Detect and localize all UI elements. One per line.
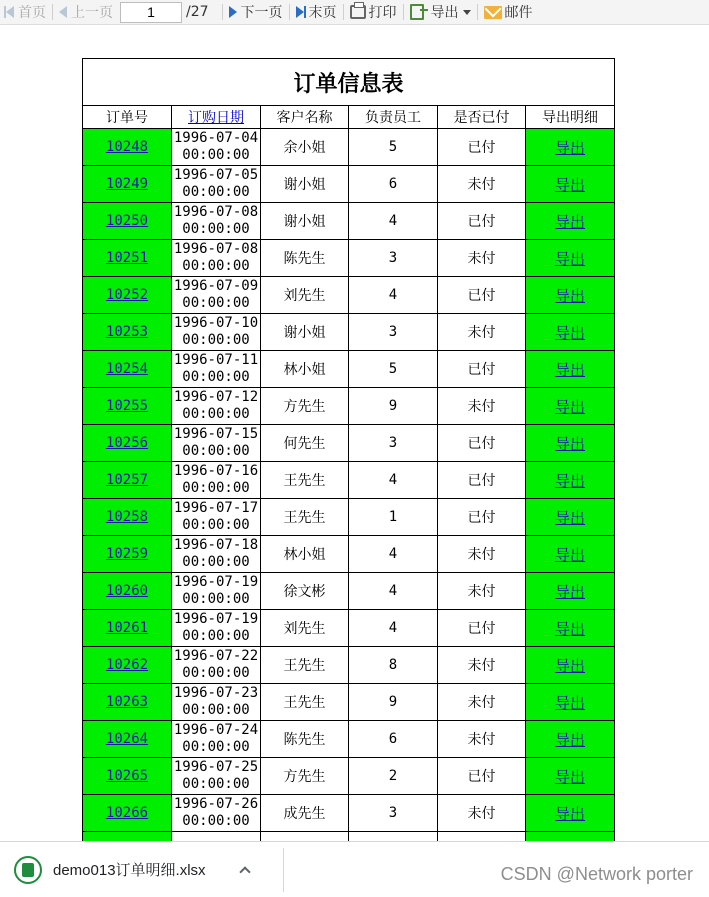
customer-cell: 林小姐 <box>261 536 349 573</box>
header-export-detail: 导出明细 <box>526 106 615 129</box>
order-id-cell <box>83 795 172 832</box>
first-page-label: 首页 <box>18 5 46 21</box>
header-customer: 客户名称 <box>261 106 349 129</box>
order-time: 00:00:00 <box>182 184 250 200</box>
paid-cell: 已付 <box>438 277 526 314</box>
header-order-date[interactable] <box>172 106 261 129</box>
order-id-link[interactable]: 10250 <box>105 213 149 229</box>
employee-cell: 4 <box>349 277 438 314</box>
order-date-cell <box>172 684 261 721</box>
printer-icon <box>350 5 366 19</box>
order-time: 00:00:00 <box>182 776 250 792</box>
paid-cell: 未付 <box>438 647 526 684</box>
order-id-link[interactable]: 10262 <box>105 657 149 673</box>
order-id-cell <box>83 684 172 721</box>
customer-cell: 方先生 <box>261 758 349 795</box>
table-row <box>83 610 615 647</box>
order-date: 1996-07-26 <box>173 796 259 812</box>
employee-cell: 9 <box>349 388 438 425</box>
export-cell <box>526 277 615 314</box>
export-cell <box>526 129 615 166</box>
first-page-arrow-icon <box>6 6 14 18</box>
table-row <box>83 536 615 573</box>
employee-cell: 9 <box>349 684 438 721</box>
order-date: 1996-07-17 <box>173 500 259 516</box>
customer-cell: 刘先生 <box>261 277 349 314</box>
order-time: 00:00:00 <box>182 591 250 607</box>
order-id-link[interactable]: 10258 <box>105 509 149 525</box>
paid-cell: 已付 <box>438 425 526 462</box>
download-divider <box>283 848 284 892</box>
sort-order-date-link[interactable]: 订购日期 <box>188 110 244 126</box>
employee-cell: 8 <box>349 647 438 684</box>
mail-button[interactable] <box>481 1 536 23</box>
order-time: 00:00:00 <box>182 739 250 755</box>
order-time: 00:00:00 <box>182 332 250 348</box>
paid-cell: 已付 <box>438 499 526 536</box>
export-detail-link[interactable]: 导出 <box>555 323 586 342</box>
prev-page-icon <box>59 6 67 18</box>
last-page-button[interactable] <box>293 1 340 23</box>
chevron-down-icon <box>463 10 471 15</box>
paid-cell: 未付 <box>438 166 526 203</box>
paid-cell: 已付 <box>438 351 526 388</box>
header-order-id: 订单号 <box>83 106 172 129</box>
export-detail-link[interactable]: 导出 <box>555 730 586 749</box>
export-cell <box>526 166 615 203</box>
order-date: 1996-07-19 <box>173 611 259 627</box>
order-date: 1996-07-16 <box>173 463 259 479</box>
employee-cell: 3 <box>349 240 438 277</box>
order-id-link[interactable]: 10256 <box>105 435 149 451</box>
customer-cell: 徐文彬 <box>261 573 349 610</box>
order-id-link[interactable]: 10253 <box>105 324 149 340</box>
order-id-link[interactable]: 10264 <box>105 731 149 747</box>
order-id-link[interactable]: 10257 <box>105 472 149 488</box>
employee-cell: 4 <box>349 610 438 647</box>
customer-cell: 刘先生 <box>261 610 349 647</box>
export-detail-link[interactable]: 导出 <box>555 360 586 379</box>
first-page-button[interactable] <box>0 1 49 23</box>
table-row <box>83 647 615 684</box>
order-date: 1996-07-08 <box>173 241 259 257</box>
export-cell <box>526 795 615 832</box>
table-row <box>83 573 615 610</box>
employee-cell: 3 <box>349 314 438 351</box>
order-id-link[interactable]: 10254 <box>105 361 149 377</box>
export-icon <box>410 4 424 20</box>
toolbar-divider <box>222 4 223 20</box>
order-date: 1996-07-19 <box>173 574 259 590</box>
order-date-cell <box>172 166 261 203</box>
table-row <box>83 795 615 832</box>
export-cell <box>526 462 615 499</box>
table-row <box>83 499 615 536</box>
export-cell <box>526 573 615 610</box>
order-date: 1996-07-12 <box>173 389 259 405</box>
next-page-label: 下一页 <box>240 5 283 21</box>
export-cell <box>526 610 615 647</box>
employee-cell: 3 <box>349 795 438 832</box>
table-row <box>83 462 615 499</box>
customer-cell: 陈先生 <box>261 721 349 758</box>
chevron-up-icon[interactable] <box>239 866 250 877</box>
employee-cell: 4 <box>349 573 438 610</box>
print-label: 打印 <box>368 5 397 21</box>
export-button[interactable] <box>407 1 474 23</box>
customer-cell: 王先生 <box>261 499 349 536</box>
order-date: 1996-07-10 <box>173 315 259 331</box>
order-id-link[interactable]: 10260 <box>105 583 149 599</box>
order-id-cell <box>83 647 172 684</box>
employee-cell: 4 <box>349 203 438 240</box>
table-row <box>83 758 615 795</box>
order-date: 1996-07-04 <box>173 130 259 146</box>
export-detail-link[interactable]: 导出 <box>555 767 586 786</box>
order-id-cell <box>83 721 172 758</box>
order-time: 00:00:00 <box>182 443 250 459</box>
order-id-cell <box>83 314 172 351</box>
export-detail-link[interactable]: 导出 <box>555 397 586 416</box>
order-id-cell <box>83 462 172 499</box>
paid-cell: 未付 <box>438 573 526 610</box>
order-date: 1996-07-08 <box>173 204 259 220</box>
export-detail-link[interactable]: 导出 <box>555 434 586 453</box>
order-id-link[interactable]: 10265 <box>105 768 149 784</box>
order-id-cell <box>83 277 172 314</box>
customer-cell: 王先生 <box>261 462 349 499</box>
toolbar-divider <box>289 4 290 20</box>
report-title: 订单信息表 <box>83 59 615 106</box>
page-number-input[interactable] <box>120 2 182 23</box>
order-date: 1996-07-05 <box>173 167 259 183</box>
paid-cell: 未付 <box>438 240 526 277</box>
report-toolbar <box>0 0 709 25</box>
order-time: 00:00:00 <box>182 295 250 311</box>
order-date: 1996-07-25 <box>173 759 259 775</box>
employee-cell: 1 <box>349 499 438 536</box>
export-cell <box>526 536 615 573</box>
export-detail-link[interactable]: 导出 <box>555 175 586 194</box>
table-row <box>83 314 615 351</box>
order-id-cell <box>83 388 172 425</box>
customer-cell: 何先生 <box>261 425 349 462</box>
order-date-cell <box>172 240 261 277</box>
export-cell <box>526 425 615 462</box>
export-cell <box>526 647 615 684</box>
customer-cell: 王先生 <box>261 647 349 684</box>
order-id-cell <box>83 203 172 240</box>
order-time: 00:00:00 <box>182 813 250 829</box>
export-cell <box>526 240 615 277</box>
table-row <box>83 721 615 758</box>
customer-cell: 方先生 <box>261 388 349 425</box>
paid-cell: 已付 <box>438 758 526 795</box>
order-id-cell <box>83 610 172 647</box>
header-employee: 负责员工 <box>349 106 438 129</box>
table-row <box>83 166 615 203</box>
order-date: 1996-07-23 <box>173 685 259 701</box>
order-id-cell <box>83 240 172 277</box>
mail-label: 邮件 <box>504 5 533 21</box>
export-cell <box>526 499 615 536</box>
order-date-cell <box>172 277 261 314</box>
export-detail-link[interactable]: 导出 <box>555 249 586 268</box>
customer-cell: 谢小姐 <box>261 203 349 240</box>
customer-cell: 王先生 <box>261 684 349 721</box>
order-id-link[interactable]: 10255 <box>105 398 149 414</box>
export-detail-link[interactable]: 导出 <box>555 619 586 638</box>
table-row <box>83 684 615 721</box>
employee-cell: 6 <box>349 721 438 758</box>
order-id-cell <box>83 129 172 166</box>
download-item[interactable] <box>0 842 283 897</box>
paid-cell: 未付 <box>438 536 526 573</box>
employee-cell: 3 <box>349 425 438 462</box>
export-detail-link[interactable]: 导出 <box>555 582 586 601</box>
employee-cell: 6 <box>349 166 438 203</box>
export-cell <box>526 684 615 721</box>
order-date-cell <box>172 573 261 610</box>
customer-cell: 林小姐 <box>261 351 349 388</box>
paid-cell: 已付 <box>438 129 526 166</box>
table-row <box>83 129 615 166</box>
order-id-cell <box>83 166 172 203</box>
export-detail-link[interactable]: 导出 <box>555 804 586 823</box>
order-id-cell <box>83 573 172 610</box>
toolbar-divider <box>343 4 344 20</box>
order-date-cell <box>172 795 261 832</box>
order-date: 1996-07-22 <box>173 648 259 664</box>
customer-cell: 谢小姐 <box>261 166 349 203</box>
order-date-cell <box>172 314 261 351</box>
order-id-link[interactable]: 10249 <box>105 176 149 192</box>
table-row <box>83 277 615 314</box>
customer-cell: 谢小姐 <box>261 314 349 351</box>
export-label: 导出 <box>430 5 459 21</box>
order-id-cell <box>83 425 172 462</box>
paid-cell: 未付 <box>438 684 526 721</box>
employee-cell: 4 <box>349 536 438 573</box>
table-row <box>83 203 615 240</box>
paid-cell: 未付 <box>438 388 526 425</box>
paid-cell: 已付 <box>438 610 526 647</box>
customer-cell: 成先生 <box>261 795 349 832</box>
watermark: CSDN @Network porter <box>500 864 693 884</box>
order-time: 00:00:00 <box>182 517 250 533</box>
order-date-cell <box>172 610 261 647</box>
order-time: 00:00:00 <box>182 147 250 163</box>
order-time: 00:00:00 <box>182 554 250 570</box>
employee-cell: 2 <box>349 758 438 795</box>
employee-cell: 5 <box>349 129 438 166</box>
export-detail-link[interactable]: 导出 <box>555 138 586 157</box>
export-detail-link[interactable]: 导出 <box>555 656 586 675</box>
order-date-cell <box>172 425 261 462</box>
export-detail-link[interactable]: 导出 <box>555 471 586 490</box>
next-page-button[interactable] <box>226 1 286 23</box>
table-row <box>83 425 615 462</box>
header-paid: 是否已付 <box>438 106 526 129</box>
export-detail-link[interactable]: 导出 <box>555 286 586 305</box>
order-id-link[interactable]: 10251 <box>105 250 149 266</box>
order-date-cell <box>172 647 261 684</box>
order-id-link[interactable]: 10263 <box>105 694 149 710</box>
prev-page-button[interactable] <box>56 1 116 23</box>
order-id-link[interactable]: 10266 <box>105 805 149 821</box>
order-id-cell <box>83 536 172 573</box>
order-id-link[interactable]: 10248 <box>105 139 149 155</box>
order-time: 00:00:00 <box>182 628 250 644</box>
excel-file-icon <box>14 856 42 884</box>
order-date-cell <box>172 129 261 166</box>
customer-cell: 余小姐 <box>261 129 349 166</box>
order-time: 00:00:00 <box>182 221 250 237</box>
last-page-bar-icon <box>304 6 306 18</box>
order-date: 1996-07-09 <box>173 278 259 294</box>
next-page-icon <box>229 6 237 18</box>
export-cell <box>526 351 615 388</box>
export-detail-link[interactable]: 导出 <box>555 545 586 564</box>
toolbar-divider <box>477 4 478 20</box>
order-date-cell <box>172 536 261 573</box>
table-row <box>83 240 615 277</box>
order-date: 1996-07-24 <box>173 722 259 738</box>
export-cell <box>526 314 615 351</box>
export-detail-link[interactable]: 导出 <box>555 212 586 231</box>
order-date-cell <box>172 351 261 388</box>
order-time: 00:00:00 <box>182 406 250 422</box>
order-id-link[interactable]: 10252 <box>105 287 149 303</box>
employee-cell: 4 <box>349 462 438 499</box>
paid-cell: 未付 <box>438 314 526 351</box>
order-time: 00:00:00 <box>182 258 250 274</box>
employee-cell: 5 <box>349 351 438 388</box>
order-date-cell <box>172 388 261 425</box>
export-detail-link[interactable]: 导出 <box>555 508 586 527</box>
prev-page-label: 上一页 <box>71 5 113 21</box>
order-time: 00:00:00 <box>182 369 250 385</box>
customer-cell: 陈先生 <box>261 240 349 277</box>
order-time: 00:00:00 <box>182 665 250 681</box>
export-cell <box>526 721 615 758</box>
paid-cell: 未付 <box>438 721 526 758</box>
download-file-name: demo013订单明细.xlsx <box>53 862 206 879</box>
export-cell <box>526 203 615 240</box>
toolbar-divider <box>403 4 404 20</box>
order-time: 00:00:00 <box>182 702 250 718</box>
last-page-label: 末页 <box>308 5 337 21</box>
order-id-link[interactable]: 10261 <box>105 620 149 636</box>
order-date: 1996-07-15 <box>173 426 259 442</box>
table-row <box>83 351 615 388</box>
total-pages-label: /27 <box>186 4 209 20</box>
paid-cell: 已付 <box>438 462 526 499</box>
order-date-cell <box>172 758 261 795</box>
order-date-cell <box>172 203 261 240</box>
order-date: 1996-07-11 <box>173 352 259 368</box>
order-id-cell <box>83 758 172 795</box>
order-id-cell <box>83 499 172 536</box>
order-time: 00:00:00 <box>182 480 250 496</box>
toolbar-divider <box>52 4 53 20</box>
order-id-cell <box>83 351 172 388</box>
paid-cell: 已付 <box>438 203 526 240</box>
last-page-icon <box>296 6 304 18</box>
order-id-link[interactable]: 10259 <box>105 546 149 562</box>
paid-cell: 未付 <box>438 795 526 832</box>
export-detail-link[interactable]: 导出 <box>555 693 586 712</box>
print-button[interactable] <box>347 1 400 23</box>
order-date: 1996-07-18 <box>173 537 259 553</box>
order-date-cell <box>172 721 261 758</box>
order-table <box>82 58 615 869</box>
order-date-cell <box>172 462 261 499</box>
export-cell <box>526 758 615 795</box>
mail-icon <box>484 6 502 19</box>
table-row <box>83 388 615 425</box>
order-date-cell <box>172 499 261 536</box>
export-cell <box>526 388 615 425</box>
